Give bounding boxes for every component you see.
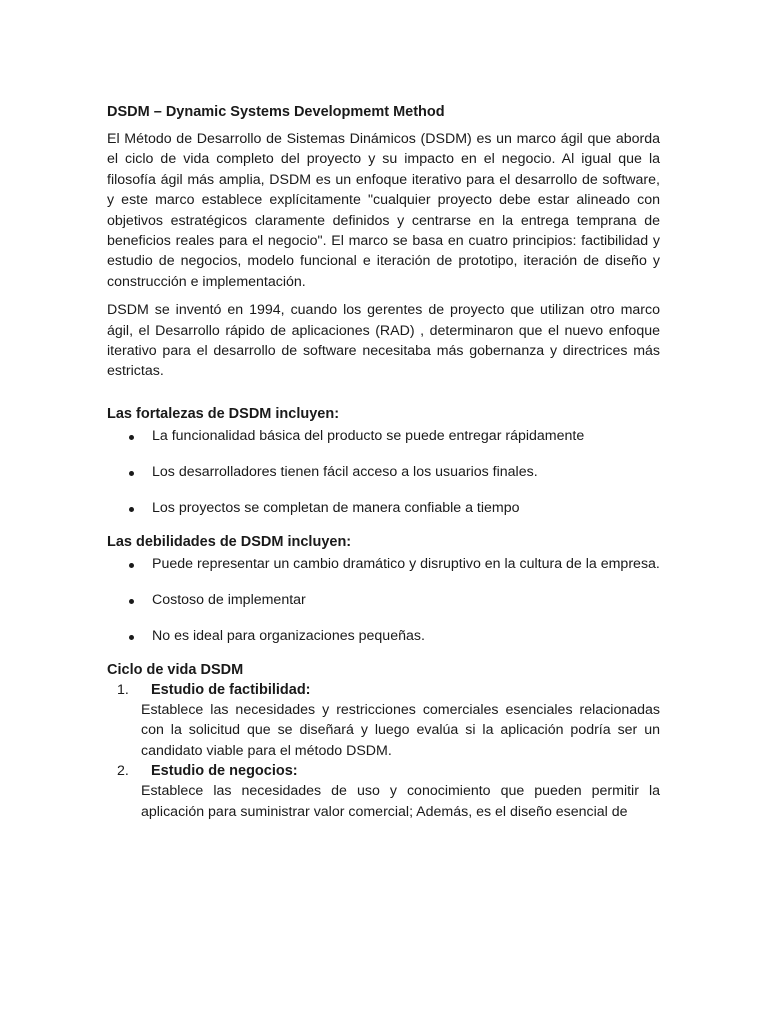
list-item bbox=[107, 424, 660, 449]
list-item-text: Puede representar un cambio dramático y disruptivo en la cultura de la empresa. bbox=[152, 555, 660, 572]
phase-description: Establece las necesidades de uso y conocimiento que pueden permitir la aplicación para suministrar valor comercial; Además, es el diseño esencial de bbox=[141, 783, 660, 820]
phase-item bbox=[107, 761, 660, 822]
list-item bbox=[107, 624, 660, 649]
list-item-text: Costoso de implementar bbox=[152, 591, 306, 608]
list-item bbox=[107, 588, 660, 613]
weaknesses-list bbox=[107, 552, 660, 649]
bullet-icon bbox=[129, 563, 134, 568]
bullet-icon bbox=[129, 471, 134, 476]
document-page bbox=[107, 102, 660, 822]
bullet-icon bbox=[129, 599, 134, 604]
list-item-text: Los proyectos se completan de manera confiable a tiempo bbox=[152, 499, 520, 516]
list-item bbox=[107, 552, 660, 577]
phase-item bbox=[107, 680, 660, 761]
list-item bbox=[107, 496, 660, 521]
phase-title: Estudio de factibilidad: bbox=[151, 681, 311, 698]
phase-description: Establece las necesidades y restricciones comerciales esenciales relacionadas con la solicitud que se diseñará y luego evalúa si la aplicación podría ser un candidato viable para el método DSDM. bbox=[141, 701, 660, 759]
list-item-text: Los desarrolladores tienen fácil acceso a los usuarios finales. bbox=[152, 463, 538, 480]
bullet-icon bbox=[129, 435, 134, 440]
list-item-text: La funcionalidad básica del producto se puede entregar rápidamente bbox=[152, 427, 585, 444]
document-title: DSDM – Dynamic Systems Developmemt Method bbox=[107, 104, 445, 120]
lifecycle-heading: Ciclo de vida DSDM bbox=[107, 661, 244, 678]
list-item-text: No es ideal para organizaciones pequeñas. bbox=[152, 627, 425, 644]
strengths-list bbox=[107, 424, 660, 521]
lifecycle-phases-list bbox=[107, 680, 660, 822]
list-item bbox=[107, 460, 660, 485]
phase-number: 2. bbox=[117, 763, 129, 780]
history-paragraph: DSDM se inventó en 1994, cuando los gerentes de proyecto que utilizan otro marco ágil, el Desarrollo rápido de aplicaciones (RAD) , determinaron que el nuevo enfoque iterativo para el desarrollo de software necesitaba más gobernanza y directrices más estrictas. bbox=[107, 302, 660, 380]
bullet-icon bbox=[129, 507, 134, 512]
phase-title: Estudio de negocios: bbox=[151, 763, 298, 780]
strengths-heading: Las fortalezas de DSDM incluyen: bbox=[107, 405, 340, 422]
bullet-icon bbox=[129, 635, 134, 640]
intro-paragraph: El Método de Desarrollo de Sistemas Dinámicos (DSDM) es un marco ágil que aborda el ciclo de vida completo del proyecto y su impacto en el negocio. Al igual que la filosofía ágil más amplia, DSDM es un enfoque iterativo para el desarrollo de software, y este marco establece explícitamente "cualquier proyecto debe estar alineado con objetivos estratégicos claramente definidos y centrarse en la entrega temprana de beneficios reales para el negocio". El marco se basa en cuatro principios: factibilidad y estudio de negocios, modelo funcional e iteración de prototipo, iteración de diseño y construcción e implementación. bbox=[107, 131, 660, 290]
phase-number: 1. bbox=[117, 681, 129, 698]
weaknesses-heading: Las debilidades de DSDM incluyen: bbox=[107, 533, 352, 550]
